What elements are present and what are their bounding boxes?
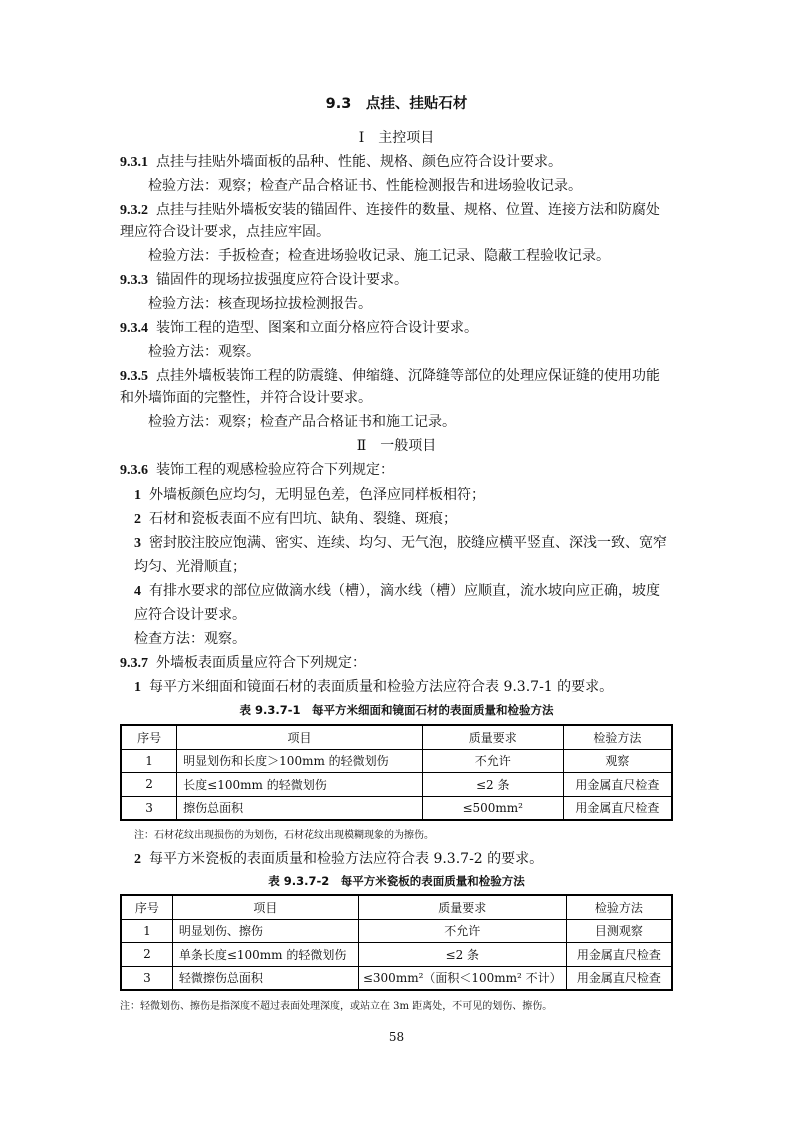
cell: 2 [121,943,172,967]
clause-9-3-4-method: 检验方法：观察。 [148,344,260,360]
rule-text: 石材和瓷板表面不应有凹坑、缺角、裂缝、斑痕； [149,511,457,527]
rule-text: 每平方米瓷板的表面质量和检验方法应符合表 9.3.7-2 的要求。 [149,851,544,867]
header-quality: 质量要求 [422,725,563,749]
table-row [121,919,672,943]
cell: 轻微擦伤总面积 [172,966,358,990]
table-row [121,796,672,820]
rule-1 [134,485,485,506]
clause-number: 9.3.5 [120,369,148,384]
clause-9-3-4 [120,318,478,339]
table-2-caption: 表 9.3.7-2 每平方米瓷板的表面质量和检验方法 [268,874,525,888]
header-item: 项目 [172,895,358,919]
rule-number: 4 [134,584,141,599]
clause-9-3-3 [120,270,408,291]
cell: ≤2 条 [358,943,566,967]
cell: 1 [121,749,177,773]
rule-text: 有排水要求的部位应做滴水线（槽），滴水线（槽）应顺直，流水坡向应正确，坡度 [149,583,660,599]
clause-9-3-1-method: 检验方法：观察；检查产品合格证书、性能检测报告和进场验收记录。 [148,178,582,194]
cell: 长度≤100mm 的轻微划伤 [177,773,423,797]
page-number: 58 [388,1030,405,1044]
clause-9-3-1 [120,152,562,173]
table-row [121,749,672,773]
rule-4 [134,581,660,602]
header-method: 检验方法 [566,895,672,919]
header-quality: 质量要求 [358,895,566,919]
cell: 明显划伤、擦伤 [172,919,358,943]
table-row [121,943,672,967]
table-2-note: 注：轻微划伤、擦伤是指深度不超过表面处理深度，或站立在 3m 距离处，不可见的划伤、擦伤。 [120,1001,553,1012]
clause-9-3-2-method: 检验方法：手扳检查；检查进场验收记录、施工记录、隐蔽工程验收记录。 [148,248,610,264]
cell: 用金属直尺检查 [563,773,672,797]
header-item: 项目 [177,725,423,749]
clause-9-3-2 [120,200,660,221]
subsection-main-items: Ⅰ 主控项目 [358,130,435,146]
clause-text: 外墙板表面质量应符合下列规定： [156,655,366,671]
clause-text: 点挂与挂贴外墙板安装的锚固件、连接件的数量、规格、位置、连接方法和防腐处 [156,202,660,218]
rule-9-3-7-1 [134,677,613,698]
clause-number: 9.3.3 [120,273,148,288]
table-row [121,773,672,797]
cell: 1 [121,919,172,943]
clause-text: 装饰工程的观感检验应符合下列规定： [156,462,394,478]
cell: 用金属直尺检查 [566,943,672,967]
rule-2 [134,509,457,530]
clause-text: 点挂与挂贴外墙面板的品种、性能、规格、颜色应符合设计要求。 [156,154,562,170]
cell: 用金属直尺检查 [563,796,672,820]
cell: 明显划伤和长度＞100mm 的轻微划伤 [177,749,423,773]
rule-text: 外墙板颜色应均匀，无明显色差，色泽应同样板相符； [149,487,485,503]
clause-9-3-3-method: 检验方法：核查现场拉拔检测报告。 [148,296,372,312]
table-header-row [121,895,672,919]
rule-text: 密封胶注胶应饱满、密实、连续、均匀、无气泡，胶缝应横平竖直、深浅一致、宽窄 [149,535,667,551]
cell: 单条长度≤100mm 的轻微划伤 [172,943,358,967]
table-row [121,966,672,990]
section-title: 9.3 点挂、挂贴石材 [325,96,468,112]
clause-text: 点挂外墙板装饰工程的防震缝、伸缩缝、沉降缝等部位的处理应保证缝的使用功能 [156,368,660,384]
clause-text: 锚固件的现场拉拔强度应符合设计要求。 [156,272,408,288]
cell: 擦伤总面积 [177,796,423,820]
clause-number: 9.3.7 [120,656,148,671]
clause-number: 9.3.4 [120,321,148,336]
rule-number: 3 [134,536,141,551]
rule-text: 每平方米细面和镜面石材的表面质量和检验方法应符合表 9.3.7-1 的要求。 [149,679,614,695]
clause-9-3-2-continued: 理应符合设计要求，点挂应牢固。 [120,224,330,240]
cell: ≤2 条 [422,773,563,797]
clause-9-3-6 [120,460,394,481]
table-1 [120,724,673,821]
header-method: 检验方法 [563,725,672,749]
cell: 不允许 [358,919,566,943]
cell: 不允许 [422,749,563,773]
header-index: 序号 [121,725,177,749]
rule-number: 2 [134,512,141,527]
clause-number: 9.3.6 [120,463,148,478]
clause-number: 9.3.1 [120,155,148,170]
clause-9-3-6-method: 检查方法：观察。 [134,631,246,647]
rule-9-3-7-2 [134,849,543,870]
cell: ≤300mm²（面积＜100mm² 不计） [358,966,566,990]
cell: ≤500mm² [422,796,563,820]
clause-9-3-5-method: 检验方法：观察；检查产品合格证书和施工记录。 [148,414,456,430]
cell: 3 [121,966,172,990]
subsection-general-items: Ⅱ 一般项目 [356,438,437,454]
table-1-caption: 表 9.3.7-1 每平方米细面和镜面石材的表面质量和检验方法 [239,703,554,717]
cell: 目测观察 [566,919,672,943]
cell: 用金属直尺检查 [566,966,672,990]
rule-4-continued: 应符合设计要求。 [134,607,246,623]
rule-number: 1 [134,680,141,695]
table-1-note: 注：石材花纹出现损伤的为划伤，石材花纹出现模糊现象的为擦伤。 [134,830,434,841]
rule-number: 2 [134,852,141,867]
clause-number: 9.3.2 [120,203,148,218]
cell: 2 [121,773,177,797]
header-index: 序号 [121,895,172,919]
rule-3 [134,533,667,554]
rule-number: 1 [134,488,141,503]
table-2 [120,894,673,991]
cell: 观察 [563,749,672,773]
table-header-row [121,725,672,749]
clause-text: 装饰工程的造型、图案和立面分格应符合设计要求。 [156,320,478,336]
clause-9-3-5-continued: 和外墙饰面的完整性，并符合设计要求。 [120,390,372,406]
clause-9-3-5 [120,366,660,387]
rule-3-continued: 均匀、光滑顺直； [134,559,246,575]
clause-9-3-7 [120,653,366,674]
cell: 3 [121,796,177,820]
